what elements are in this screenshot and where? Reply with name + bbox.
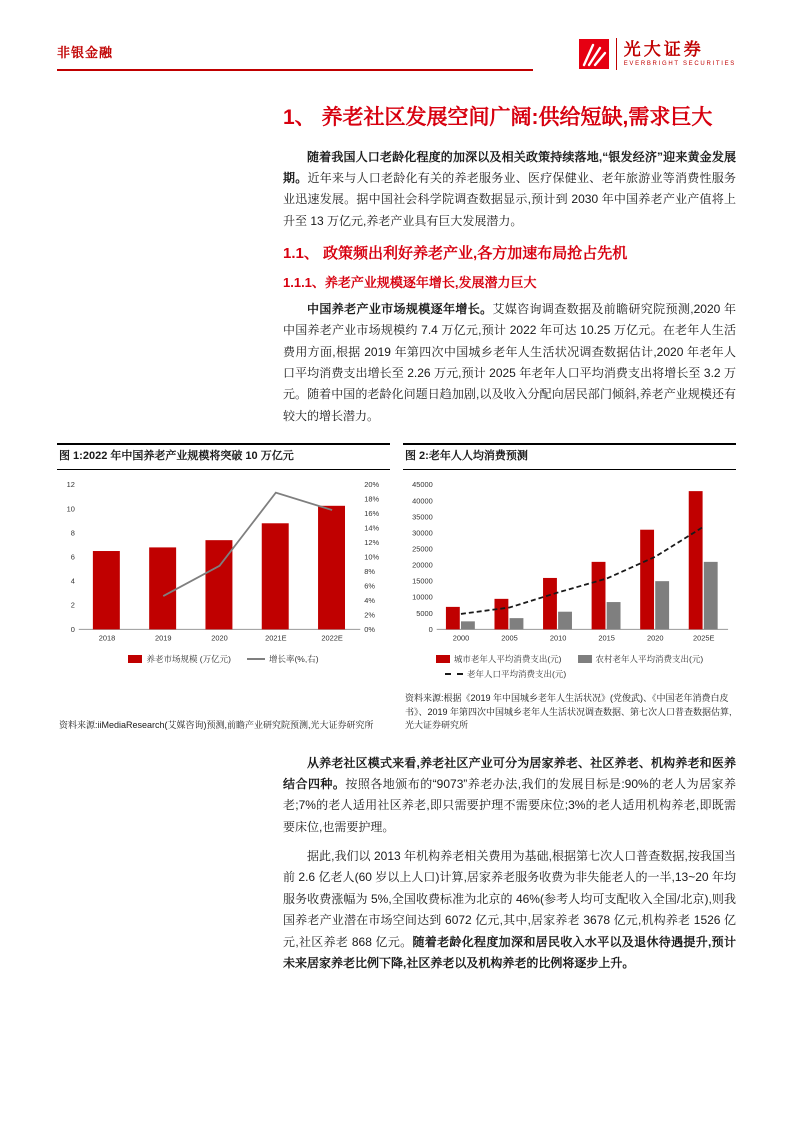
svg-text:2010: 2010 [549, 633, 567, 643]
svg-text:2000: 2000 [452, 633, 470, 643]
legend-item [128, 653, 231, 665]
figure-1-title: 图 1:2022 年中国养老产业规模将突破 10 万亿元 [57, 443, 390, 470]
chart-legend-row [57, 653, 390, 665]
legend-label: 城市老年人平均消费支出(元) [453, 654, 562, 665]
chart-aging-industry-scale [57, 470, 390, 651]
svg-text:2022E: 2022E [321, 633, 343, 643]
svg-text:10%: 10% [364, 552, 380, 562]
svg-text:2018: 2018 [98, 633, 116, 643]
section-heading-1: 1、 养老社区发展空间广阔:供给短缺,需求巨大 [283, 106, 713, 129]
legend-item [578, 653, 704, 665]
paragraph-1 [283, 147, 736, 232]
bar-swatch-icon [436, 655, 450, 663]
figure-2-title: 图 2:老年人人均消费预测 [403, 443, 736, 470]
header-divider [57, 69, 533, 71]
figure-1-source: 资料来源:iiMediaResearch(艾媒咨询)预测,前瞻产业研究院预测,光大证券研究所 [59, 720, 374, 731]
paragraph-1-lead: 随着我国人口老龄化程度的加深以及相关政策持续落地,“银发经济”迎来黄金发展期。 [283, 149, 736, 185]
page-header [0, 0, 793, 71]
brand-text [624, 41, 736, 67]
figure-row [57, 443, 736, 732]
paragraph-3-rest: 按照各地颁布的“9073”养老办法,我们的发展目标是:90%的老人为居家养老;7%的老人适用社区养老,即只需要护理不需要床位;3%的老人适用机构养老,即既需要床位,也需要护理。 [283, 776, 736, 834]
paragraph-4-conclusion: 随着老龄化程度加深和居民收入水平以及退休待遇提升,预计未来居家养老比例下降,社区养老以及机构养老的比例将逐步上升。 [283, 934, 736, 970]
report-body-bottom [283, 753, 736, 975]
paragraph-3 [283, 753, 736, 838]
brand-name: 光大证券 [623, 40, 704, 60]
line-swatch-icon [247, 658, 265, 660]
svg-text:2019: 2019 [154, 633, 172, 643]
svg-text:0%: 0% [364, 624, 375, 634]
report-body-top [283, 101, 736, 427]
svg-text:2025E: 2025E [693, 633, 715, 643]
paragraph-4-body: 据此,我们以 2013 年机构养老相关费用为基础,根据第七次人口普查数据,按我国当前 2.6 亿老人(60 岁以上人口)计算,居家养老服务收费为非失能老人的一半,13~20 年均服务收费涨幅为 5%,全国收费标准为北京的 46%(参考人均可支配收入全国/北京),则我国养老产业潜在市场空间达到 6072 亿元,其中,居家养老 3678 亿元,机构养老 1526 亿元,社区养老 868 亿元。 [283, 849, 736, 949]
line-swatch-icon [445, 673, 463, 675]
paragraph-2 [283, 299, 736, 427]
svg-text:8%: 8% [364, 567, 375, 577]
legend-item [436, 653, 562, 665]
svg-text:0: 0 [428, 624, 433, 634]
legend-item [445, 668, 566, 680]
figure-2-source: 资料来源:根据《2019 年中国城乡老年人生活状况》(党俊武)、《中国老年消费白皮书》、2019 年第四次中国城乡老年人生活状况调查数据、第七次人口普查数据估算,光大证券研究所 [405, 693, 732, 731]
svg-text:2%: 2% [364, 610, 375, 620]
svg-text:12: 12 [66, 480, 75, 490]
industry-category-label: 非银金融 [57, 45, 114, 60]
figure-1 [57, 443, 390, 732]
logo-divider [616, 38, 617, 70]
svg-text:2020: 2020 [211, 633, 228, 643]
svg-text:16%: 16% [364, 509, 380, 519]
paragraph-3-lead: 从养老社区模式来看,养老社区产业可分为居家养老、社区养老、机构养老和医养结合四种。 [283, 755, 736, 791]
svg-text:4: 4 [70, 576, 75, 586]
svg-text:35000: 35000 [412, 512, 433, 522]
bar-swatch-icon [128, 655, 142, 663]
svg-text:2005: 2005 [501, 633, 518, 643]
chart-legend-row [403, 653, 736, 665]
svg-text:18%: 18% [364, 494, 380, 504]
paragraph-4 [283, 846, 736, 974]
svg-text:20000: 20000 [412, 560, 433, 570]
brand-subtitle: EVERBRIGHT SECURITIES [623, 60, 736, 67]
svg-text:4%: 4% [364, 596, 375, 606]
svg-text:5000: 5000 [416, 608, 433, 618]
chart-2-legend [403, 651, 736, 688]
paragraph-2-rest: 艾媒咨询调查数据及前瞻研究院预测,2020 年中国养老产业市场规模约 7.4 万亿元,预计 2022 年可达 10.25 万亿元。在老年人生活费用方面,根据 2019 年第四次中国城乡老年人生活状况调查数据估计,2020 年老年人口平均消费支出增长至 2.26 万元,预计 2025 年老年人口平均消费支出将增长至 3.2 万元。随着中国的老龄化问题日趋加剧,以及收入分配向居民部门倾斜,养老产业规模还有较大的增长潜力。 [283, 302, 736, 423]
svg-text:2020: 2020 [646, 633, 664, 643]
paragraph-2-lead: 中国养老产业市场规模逐年增长。 [307, 302, 493, 317]
svg-text:25000: 25000 [412, 544, 433, 554]
section-heading-1-1-1: 1.1.1、养老产业规模逐年增长,发展潜力巨大 [283, 275, 537, 291]
svg-text:0: 0 [70, 624, 75, 634]
svg-text:20%: 20% [364, 480, 380, 490]
svg-text:15000: 15000 [412, 576, 433, 586]
legend-label: 老年人口平均消费支出(元) [467, 669, 567, 680]
bar-swatch-icon [578, 655, 592, 663]
legend-label: 农村老年人平均消费支出(元) [595, 654, 704, 665]
svg-text:14%: 14% [364, 523, 380, 533]
everbright-logo-icon [579, 39, 609, 69]
legend-label: 增长率(%,右) [268, 654, 319, 665]
legend-label: 养老市场规模 (万亿元) [146, 654, 231, 665]
paragraph-1-rest: 近年来与人口老龄化有关的养老服务业、医疗保健业、老年旅游业等消费性服务业迅速发展。据中国社会科学院调查数据显示,预计到 2030 年中国养老产业产值将上升至 13 万亿元,养老产业具有巨大发展潜力。 [283, 170, 736, 228]
svg-text:8: 8 [70, 528, 75, 538]
svg-text:12%: 12% [364, 538, 380, 548]
chart-1-legend [57, 651, 390, 673]
chart-elderly-consumption-forecast [403, 470, 736, 651]
section-heading-1-1: 1.1、 政策频出利好养老产业,各方加速布局抢占先机 [283, 245, 628, 263]
svg-text:10000: 10000 [412, 592, 433, 602]
svg-text:2: 2 [70, 600, 75, 610]
chart-canvas [403, 478, 736, 646]
svg-text:2021E: 2021E [265, 633, 287, 643]
svg-text:2015: 2015 [598, 633, 615, 643]
svg-text:40000: 40000 [412, 496, 433, 506]
svg-text:30000: 30000 [412, 528, 433, 538]
svg-text:6: 6 [70, 552, 75, 562]
chart-canvas [57, 478, 390, 646]
svg-text:6%: 6% [364, 581, 375, 591]
svg-text:10: 10 [66, 504, 75, 514]
brand-logo [579, 38, 736, 70]
svg-text:45000: 45000 [412, 480, 433, 490]
figure-2 [403, 443, 736, 732]
legend-item [247, 653, 319, 665]
chart-legend-row [403, 668, 736, 680]
